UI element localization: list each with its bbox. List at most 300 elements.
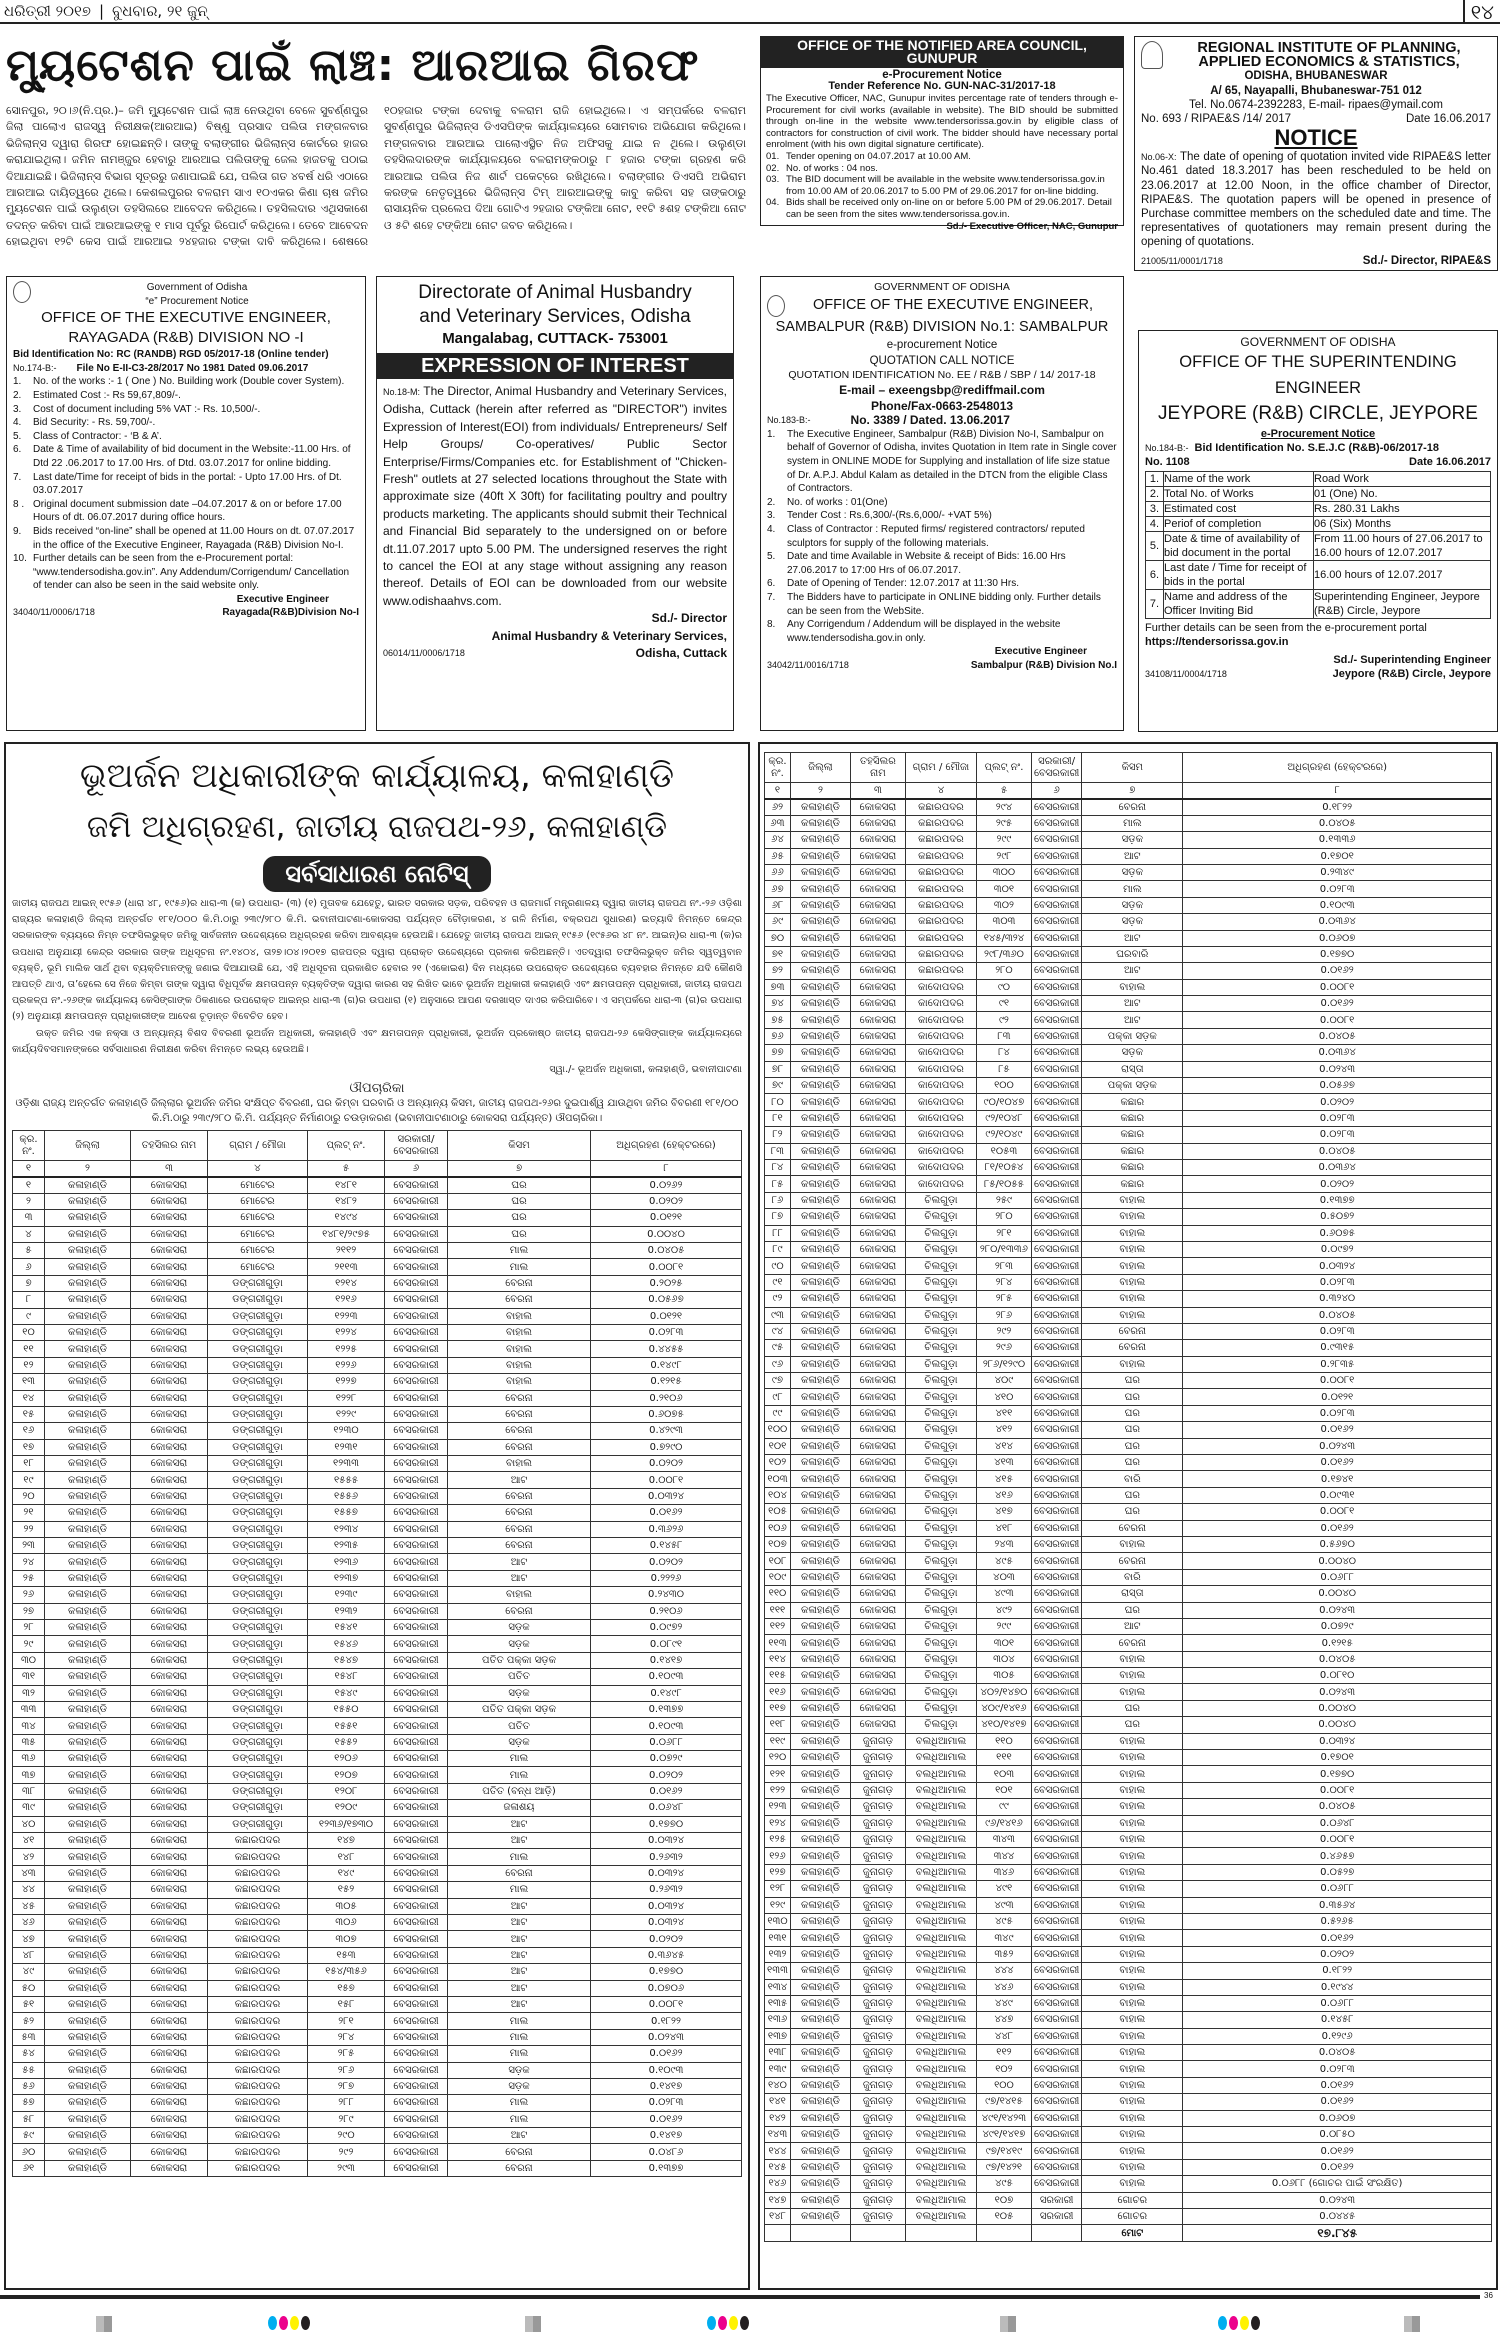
col-header-kisam: କିସମ	[448, 1131, 591, 1161]
table-row: ୯୭ କଳାହାଣ୍ଡି କୋକସରା ଚିଲଗୁଡ଼ା ୪୦୯ ବେସରକାରୀ ଘର 0.୦୦୮୧	[765, 1373, 1492, 1389]
jeypore-portal-link[interactable]: https://tendersorissa.gov.in	[1145, 636, 1289, 648]
table-row: ୧୮ କଳାହାଣ୍ଡି କୋକସରା ଡଙ୍ଗରୀଗୁଡ଼ା ୧୨୩୩ ବେସରକାରୀ ବାହାଲ 0.୦୨୦୨	[13, 1456, 742, 1472]
table-row: ୫୪ କଳାହାଣ୍ଡି କୋକସରା କଛାରପଦର ୨୮୫ ବେସରକାରୀ ମାଲ 0.୦୧୬୨	[13, 2046, 742, 2062]
col-header-district: ଜିଲ୍ଲା	[45, 1131, 131, 1161]
table-row: ୭୩ କଳାହାଣ୍ଡି କୋକସରା କାଦୋପଦର ୯୦ ବେସରକାରୀ ବାହାଲ 0.୦୦୮୧	[765, 979, 1492, 995]
gunupur-item: 04. Bids shall be received only on-line on or before 5.00 PM of 29.06.2017. Detail can be seen from the sites www.tendersorissa.gov.in.	[766, 197, 1112, 220]
table-row: ୬୯ କଳାହାଣ୍ଡି କୋକସରା କଛାରପଦର ୩୦୩ ବେସରକାରୀ ସଡ଼କ 0.୦୩୬୪	[765, 914, 1492, 930]
table-row: ୮ କଳାହାଣ୍ଡି କୋକସରା ଡଙ୍ଗରୀଗୁଡ଼ା ୧୨୧୬ ବେସରକାରୀ ବେରନା 0.୦୫୬୭	[13, 1292, 742, 1308]
table-row: ୧୧୮ କଳାହାଣ୍ଡି କୋକସରା ଚିଲଗୁଡ଼ା ୪୧୦/୧୪୧୭ ବେସରକାରୀ ଘର 0.୦୦୪୦	[765, 1717, 1492, 1733]
table-row: ୧୦ କଳାହାଣ୍ଡି କୋକସରା ଡଙ୍ଗରୀଗୁଡ଼ା ୧୨୨୪ ବେସରକାରୀ ବାହାଲ 0.୦୨୮୩	[13, 1324, 742, 1340]
table-row: ୬୭ କଳାହାଣ୍ଡି କୋକସରା କଛାରପଦର ୩୦୧ ବେସରକାରୀ ମାଲ 0.୦୨୮୩	[765, 881, 1492, 897]
table-row: ୭୪ କଳାହାଣ୍ଡି କୋକସରା କାଦୋପଦର ୯୧ ବେସରକାରୀ ଆଟ 0.୦୧୬୨	[765, 996, 1492, 1012]
table-row: ୨୫ କଳାହାଣ୍ଡି କୋକସରା ଡଙ୍ଗରୀଗୁଡ଼ା ୧୨୩୭ ବେସରକାରୀ ଆଟ 0.୨୨୨୬	[13, 1570, 742, 1586]
table-row: ୧୧୩ କଳାହାଣ୍ଡି କୋକସରା ଚିଲଗୁଡ଼ା ୩୦୧ ବେସରକାରୀ ବେରନା 0.୧୨୧୫	[765, 1635, 1492, 1651]
table-row: ୫୩ କଳାହାଣ୍ଡି କୋକସରା କଛାରପଦର ୨୮୪ ବେସରକାରୀ ମାଲ 0.୦୨୪୩	[13, 2029, 742, 2045]
registration-gray-mark	[96, 2316, 112, 2332]
rayagada-title-1: OFFICE OF THE EXECUTIVE ENGINEER,	[41, 309, 331, 327]
table-row: ୫୭ କଳାହାଣ୍ଡି କୋକସରା କଛାରପଦର ୨୮୮ ବେସରକାରୀ ମାଲ 0.୦୨୮୩	[13, 2095, 742, 2111]
footer-rule	[0, 2295, 1480, 2299]
animal-title-2: and Veterinary Services, Odisha	[419, 306, 691, 327]
emblem-icon	[13, 281, 31, 303]
table-header-row	[765, 753, 1492, 783]
registration-color-dots	[707, 2316, 749, 2330]
rayagada-item: 6. Date & Time of availability of bid document in the Website:-11.00 Hrs. of Dtd 22 .06.2017 to 17.00 Hrs. of Dtd. 03.07.2017 for online bidding.	[13, 444, 351, 469]
table-row: ୬୦ କଳାହାଣ୍ଡି କୋକସରା କଛାରପଦର ୨୯୨ ବେସରକାରୀ ବେରନା 0.୦୪୮୬	[13, 2144, 742, 2160]
table-row: ୧୩୩ କଳାହାଣ୍ଡି ଜୁନାଗଡ଼ ବଲଧିଆମାଲ ୪୪୪ ବେସରକାରୀ ବାହାଲ 0.୧୮୨୨	[765, 1963, 1492, 1979]
animal-sig-3: Odisha, Cuttack	[635, 646, 727, 661]
magenta-dot	[1229, 2316, 1238, 2330]
rayagada-item: 9. Bids received “on-line” shall be opened at 11.00 Hours on dt. 07.07.2017 in the office of the Executive Engineer, Rayagada (R&B) Division No-I.	[13, 525, 355, 551]
table-row: ୫୮ କଳାହାଣ୍ଡି କୋକସରା କଛାରପଦର ୨୮୯ ବେସରକାରୀ ମାଲ 0.୦୧୬୨	[13, 2111, 742, 2127]
jeypore-ref-no: No. 1108	[1145, 456, 1190, 468]
col-header-plot: ପ୍ଲଟ୍ ନଂ.	[308, 1131, 385, 1161]
sambalpur-code: 34042/11/0016/1718	[767, 659, 849, 670]
jeypore-row: 7. Name and address of the Officer Inviting Bid Superintending Engineer, Jeypore (R&B) Circle, Jeypore	[1146, 590, 1491, 619]
table-row: ୧୩୬ କଳାହାଣ୍ଡି ଜୁନାଗଡ଼ ବଲଧିଆମାଲ ୪୪୭ ବେସରକାରୀ ବାହାଲ 0.୧୪୫୮	[765, 2012, 1492, 2028]
rayagada-notice	[6, 276, 366, 731]
table-row: ୩୨ କଳାହାଣ୍ଡି କୋକସରା ଡଙ୍ଗରୀଗୁଡ଼ା ୧୫୪୯ ବେସରକାରୀ ସଡ଼କ 0.୧୪୯୮	[13, 1685, 742, 1701]
sambalpur-phone: Phone/Fax-0663-2548013	[870, 399, 1014, 414]
table-row: ୩ କଳାହାଣ୍ଡି କୋକସରା ମୋଟେର ୧୪୯୪ ବେସରକାରୀ ଘର 0.୦୧୨୧	[13, 1210, 742, 1226]
jeypore-sig-1: Sd./- Superintending Engineer	[1333, 654, 1491, 666]
table-row: ୯୩ କଳାହାଣ୍ଡି କୋକସରା ଚିଲଗୁଡ଼ା ୨୮୬ ବେସରକାରୀ ବାହାଲ 0.୦୪୦୫	[765, 1307, 1492, 1323]
land-acquisition-notice	[4, 742, 750, 2290]
table-header-row	[13, 1131, 742, 1161]
black-dot	[301, 2316, 310, 2330]
table-row: ୫୫ କଳାହାଣ୍ଡି କୋକସରା କଛାରପଦର ୨୮୬ ବେସରକାରୀ ସଡ଼କ 0.୧୦୯୩	[13, 2062, 742, 2078]
table-row: ୩୮ କଳାହାଣ୍ଡି କୋକସରା ଡଙ୍ଗରୀଗୁଡ଼ା ୧୨୦୮ ବେସରକାରୀ ପତିତ (ବନ୍ଧ ଆଡ଼ି) 0.୦୧୬୨	[13, 1783, 742, 1799]
table-row: ୨୭ କଳାହାଣ୍ଡି କୋକସରା ଡଙ୍ଗରୀଗୁଡ଼ା ୧୨୩୨ ବେସରକାରୀ ବେରନା 0.୨୧୦୬	[13, 1603, 742, 1619]
yellow-dot	[290, 2316, 299, 2330]
sambalpur-notice	[760, 276, 1124, 731]
rayagada-notice-no: No.174-B:-	[13, 362, 57, 373]
ripaes-date: Date 16.06.2017	[1405, 113, 1491, 126]
table-row: ୮୬ କଳାହାଣ୍ଡି କୋକସରା ଚିଲଗୁଡ଼ା ୨୫୯ ବେସରକାରୀ ବାହାଲ 0.୧୩୭୭	[765, 1192, 1492, 1208]
rayagada-code: 34040/11/0006/1718	[13, 607, 95, 618]
table-row: ୯ କଳାହାଣ୍ଡି କୋକସରା ଡଙ୍ଗରୀଗୁଡ଼ା ୧୨୨୩ ବେସରକାରୀ ବାହାଲ 0.୦୧୨୧	[13, 1308, 742, 1324]
table-row: ୩୭ କଳାହାଣ୍ଡି କୋକସରା ଡଙ୍ଗରୀଗୁଡ଼ା ୧୨୦୭ ବେସରକାରୀ ମାଲ 0.୦୨୦୨	[13, 1767, 742, 1783]
land-title-2: ଜମି ଅଧିଗ୍ରହଣ, ଜାତୀୟ ରାଜପଥ-୨୬, କଳାହାଣ୍ଡି	[86, 809, 668, 845]
land-table-right	[764, 752, 1492, 2242]
rayagada-file-no: File No E-II-C3-28/2017 No 1981 Dated 09.06.2017	[76, 362, 309, 374]
table-row: ୧୭ କଳାହାଣ୍ଡି କୋକସରା ଡଙ୍ଗରୀଗୁଡ଼ା ୧୨୩୧ ବେସରକାରୀ ବେରନା 0.୭୨୯୦	[13, 1439, 742, 1455]
table-row: ୧୨୮ କଳାହାଣ୍ଡି ଜୁନାଗଡ଼ ବଲଧିଆମାଲ ୪୯୧ ବେସରକାରୀ ବାହାଲ 0.୦୬୮୮	[765, 1881, 1492, 1897]
table-row: ୧୨୩ କଳାହାଣ୍ଡି ଜୁନାଗଡ଼ ବଲଧିଆମାଲ ୯୯ ବେସରକାରୀ ବାହାଲ 0.୦୪୦୫	[765, 1799, 1492, 1815]
gunupur-signature: Sd./- Executive Officer, NAC, Gunupur	[946, 220, 1118, 232]
ripaes-body: The date of opening of quotation invited vide RIPAE&S letter No.461 dated 18.3.2017 has been rescheduled to be held on 23.06.2017 at 12.00 Noon, in the office chamber of Director, RIPAE&S. The quotation papers will be opened in presence of Purchase committee members on the scheduled date and time. The representatives of quotationers may remain present during the opening of quotations.	[1141, 151, 1491, 249]
sambalpur-gov: GOVERNMENT OF ODISHA	[874, 281, 1010, 293]
sambalpur-title-1: OFFICE OF THE EXECUTIVE ENGINEER,	[812, 296, 1094, 313]
registration-gray-mark	[525, 2316, 541, 2332]
table-row: ୭୦ କଳାହାଣ୍ଡି କୋକସରା କଛାରପଦର ୧୪୫/୩୨୪ ବେସରକାରୀ ଆଟ 0.୦୬୦୭	[765, 930, 1492, 946]
animal-address: Mangalabag, CUTTACK- 753001	[442, 330, 668, 347]
table-row: ୭ କଳାହାଣ୍ଡି କୋକସରା ଡଙ୍ଗରୀଗୁଡ଼ା ୧୨୧୪ ବେସରକାରୀ ବେରନା 0.୨୦୨୫	[13, 1275, 742, 1291]
jeypore-row: 1. Name of the work Road Work	[1146, 472, 1491, 487]
sambalpur-ref: No. 3389 / Dated. 13.06.2017	[850, 413, 1010, 428]
animal-title-1: Directorate of Animal Husbandry	[418, 282, 692, 303]
table-row: ୩୫ କଳାହାଣ୍ଡି କୋକସରା ଡଙ୍ଗରୀଗୁଡ଼ା ୧୫୫୨ ବେସରକାରୀ ସଡ଼କ 0.୦୬୮୮	[13, 1734, 742, 1750]
yellow-dot	[729, 2316, 738, 2330]
table-row: ୯୨ କଳାହାଣ୍ଡି କୋକସରା ଚିଲଗୁଡ଼ା ୨୮୫ ବେସରକାରୀ ବାହାଲ 0.୩୨୪୦	[765, 1291, 1492, 1307]
table-row: ୭୯ କଳାହାଣ୍ଡି କୋକସରା କାଦୋପଦର ୧୦୦ ବେସରକାରୀ ପକ୍କା ସଡ଼କ 0.୦୫୬୭	[765, 1078, 1492, 1094]
yellow-dot	[1240, 2316, 1249, 2330]
table-row: ୫୨ କଳାହାଣ୍ଡି କୋକସରା କଛାରପଦର ୨୮୧ ବେସରକାରୀ ମାଲ 0.୧୮୨୨	[13, 2013, 742, 2029]
rayagada-item: 7. Last date/Time for receipt of bids in the portal: - Upto 17.00 Hrs. of Dt. 03.07.2017	[13, 471, 342, 497]
table-row: ୧୪୨ କଳାହାଣ୍ଡି ଜୁନାଗଡ଼ ବଲଧିଆମାଲ ୪୯୧/୧୪୨୩ ବେସରକାରୀ ବାହାଲ 0.୦୬୦୭	[765, 2110, 1492, 2126]
table-row: ୪୯ କଳାହାଣ୍ଡି କୋକସରା କଛାରପଦର ୧୫୪/୩୫୬ ବେସରକାରୀ ଆଟ 0.୧୭୭୦	[13, 1964, 742, 1980]
col-header-kisam: କିସମ	[1082, 753, 1183, 783]
table-row: ୧୧୬ କଳାହାଣ୍ଡି କୋକସରା ଚିଲଗୁଡ଼ା ୪୦୨/୧୪୭୦ ବେସରକାରୀ ବାହାଲ 0.୦୨୪୩	[765, 1684, 1492, 1700]
sambalpur-item: 8. Any Corrigendum / Addendum will be displayed in the website www.tendersodisha.gov.in only.	[767, 619, 1061, 644]
animal-sig-2: Animal Husbandry & Veterinary Services,	[491, 628, 727, 643]
table-row: ୧୦୨ କଳାହାଣ୍ଡି କୋକସରା ଚିଲଗୁଡ଼ା ୪୧୩ ବେସରକାରୀ ଘର 0.୦୧୬୨	[765, 1455, 1492, 1471]
table-row: ୯୫ କଳାହାଣ୍ଡି କୋକସରା ଚିଲଗୁଡ଼ା ୨୯୬ ବେସରକାରୀ ବେରନା 0.୯୩୧୫	[765, 1340, 1492, 1356]
gunupur-notice	[760, 36, 1124, 232]
sambalpur-items	[767, 428, 1117, 646]
ripaes-heading: NOTICE	[1274, 125, 1358, 151]
jeypore-table	[1145, 471, 1491, 619]
table-row: ୨୮ କଳାହାଣ୍ଡି କୋକସରା ଡଙ୍ଗରୀଗୁଡ଼ା ୧୫୪୧ ବେସରକାରୀ ସଡ଼କ 0.୦୯୭୨	[13, 1619, 742, 1635]
table-row: ୧୩୭ କଳାହାଣ୍ଡି ଜୁନାଗଡ଼ ବଲଧିଆମାଲ ୪୪୮ ବେସରକାରୀ ବାହାଲ 0.୧୨୯୬	[765, 2028, 1492, 2044]
masthead	[0, 0, 1500, 24]
table-row: ୧୨୭ କଳାହାଣ୍ଡି ଜୁନାଗଡ଼ ବଲଧିଆମାଲ ୩୪୬ ବେସରକାରୀ ବାହାଲ 0.୦୫୨୭	[765, 1864, 1492, 1880]
jeypore-date: Date 16.06.2017	[1409, 456, 1491, 468]
table-row: ୧୧୧ କଳାହାଣ୍ଡି କୋକସରା ଚିଲଗୁଡ଼ା ୪୯୨ ବେସରକାରୀ ଘର 0.୦୨୪୩	[765, 1602, 1492, 1618]
jeypore-row: 6. Last date / Time for receipt of bids in the portal 16.00 hours of 12.07.2017	[1146, 561, 1491, 590]
col-header-ownership: ସରକାରୀ/ ବେସରକାରୀ	[385, 1131, 448, 1161]
col-header-serial: କ୍ର. ନଂ.	[765, 753, 791, 783]
col-header-plot: ପ୍ଲଟ୍ ନଂ.	[976, 753, 1031, 783]
table-row: ୧୨ କଳାହାଣ୍ଡି କୋକସରା ଡଙ୍ଗରୀଗୁଡ଼ା ୧୨୨୬ ବେସରକାରୀ ବାହାଲ 0.୧୪୯୮	[13, 1357, 742, 1373]
gunupur-ref: Tender Reference No. GUN-NAC-31/2017-18	[828, 80, 1056, 93]
table-row: ୧୦୫ କଳାହାଣ୍ଡି କୋକସରା ଚିଲଗୁଡ଼ା ୪୧୭ ବେସରକାରୀ ଘର 0.୦୦୮୧	[765, 1504, 1492, 1520]
table-row: ୧୨୫ କଳାହାଣ୍ଡି ଜୁନାଗଡ଼ ବଲଧିଆମାଲ ୩୪୩ ବେସରକାରୀ ବାହାଲ 0.୦୦୮୧	[765, 1832, 1492, 1848]
black-dot	[740, 2316, 749, 2330]
table-index-row: ୧ ୨ ୩ ୪ ୫ ୬ ୭ ୮	[13, 1161, 742, 1177]
registration-gray-mark	[1404, 2316, 1420, 2332]
rayagada-sub: “e” Procurement Notice	[145, 295, 249, 307]
ripaes-ref-no: No. 693 / RIPAE&S /14/ 2017	[1141, 113, 1292, 126]
eoi-banner: EXPRESSION OF INTEREST	[377, 353, 733, 379]
table-row: ୩୩ କଳାହାଣ୍ଡି କୋକସରା ଡଙ୍ଗରୀଗୁଡ଼ା ୧୫୫୦ ବେସରକାରୀ ପତିତ ପକ୍କା ସଡ଼କ 0.୧୩୭୭	[13, 1701, 742, 1717]
table-row: ୧୦୩ କଳାହାଣ୍ଡି କୋକସରା ଚିଲଗୁଡ଼ା ୪୧୫ ବେସରକାରୀ ବାରି 0.୧୭୪୧	[765, 1471, 1492, 1487]
sambalpur-sub-1: e-procurement Notice	[886, 338, 998, 351]
table-row: ୬୩ କଳାହାଣ୍ଡି କୋକସରା କଛାରପଦର ୨୯୫ ବେସରକାରୀ ମାଲ 0.୦୪୦୫	[765, 815, 1492, 831]
land-signature: ସ୍ୱା./- ଭୂଅର୍ଜନ ଅଧିକାରୀ, କଳାହାଣ୍ଡି, ଭବାନୀପାଟଣା	[549, 1064, 742, 1076]
table-row: ୪୦ କଳାହାଣ୍ଡି କୋକସରା ଡଙ୍ଗରୀଗୁଡ଼ା ୧୨୩୬/୧୭୩୦ ବେସରକାରୀ ଆଟ 0.୧୭୭୦	[13, 1816, 742, 1832]
table-row: ୫ କଳାହାଣ୍ଡି କୋକସରା ମୋଟେର ୨୧୧୨ ବେସରକାରୀ ମାଲ 0.୦୪୦୫	[13, 1242, 742, 1258]
table-row: ୪୪ କଳାହାଣ୍ଡି କୋକସରା କଛାରପଦର ୧୫୨ ବେସରକାରୀ ମାଲ 0.୨୬୩୨	[13, 1882, 742, 1898]
rayagada-item: 4. Bid Security: - Rs. 59,700/-.	[13, 417, 156, 429]
land-table-left	[12, 1130, 742, 2177]
table-row: ୪୫ କଳାହାଣ୍ଡି କୋକସରା କଛାରପଦର ୩୦୫ ବେସରକାରୀ ଆଟ 0.୦୩୨୪	[13, 1898, 742, 1914]
sambalpur-sig-2: Sambalpur (R&B) Division No.I	[970, 659, 1117, 671]
jeypore-row: 4. Periof of completion 06 (Six) Months	[1146, 517, 1491, 532]
black-dot	[1251, 2316, 1260, 2330]
ripaes-title-2: APPLIED ECONOMICS & STATISTICS,	[1198, 54, 1460, 71]
issue-date: ବୁଧବାର, ୨୧ ଜୁନ୍	[112, 2, 208, 20]
table-row: ୬୧ କଳାହାଣ୍ଡି କୋକସରା କଛାରପଦର ୨୯୩ ବେସରକାରୀ ବେରନା 0.୧୩୭୭	[13, 2160, 742, 2176]
total-value: ୧୭.୮୪୫	[1183, 2225, 1492, 2241]
table-row: ୧୪୫ କଳାହାଣ୍ଡି ଜୁନାଗଡ଼ ବଲଧିଆମାଲ ୯୭/୧୪୨୧ ବେସରକାରୀ ବାହାଲ 0.୦୧୬୨	[765, 2159, 1492, 2175]
table-row: ୮୨ କଳାହାଣ୍ଡି କୋକସରା କାଦୋପଦର ୯୨/୧୦୪୯ ବେସରକାରୀ କଛାର 0.୦୨୮୩	[765, 1127, 1492, 1143]
table-row: ୨୪ କଳାହାଣ୍ଡି କୋକସରା ଡଙ୍ଗରୀଗୁଡ଼ା ୧୨୩୬ ବେସରକାରୀ ଆଟ 0.୦୨୦୨	[13, 1554, 742, 1570]
table-row: ୬୮ କଳାହାଣ୍ଡି କୋକସରା କଛାରପଦର ୩୦୨ ବେସରକାରୀ ସଡ଼କ 0.୧୦୯୩	[765, 897, 1492, 913]
emblem-icon	[1141, 41, 1163, 69]
rayagada-sig-2: Rayagada(R&B)Division No-I	[222, 607, 359, 619]
sambalpur-email: E-mail – exeengsbp@rediffmail.com	[839, 383, 1045, 398]
table-row: ୧୩୯ କଳାହାଣ୍ଡି ଜୁନାଗଡ଼ ବଲଧିଆମାଲ ୧୦୨ ବେସରକାରୀ ବାହାଲ 0.୦୨୮୩	[765, 2061, 1492, 2077]
animal-body: The Director, Animal Husbandry and Veterinary Services, Odisha, Cuttack (herein after referred as "DIRECTOR") invites Expression of Interest(EOI) from individuals/ Entrepreneurs/ Self Help Groups/ Co-operatives/ Public Sector Enterprise/Firms/Companies etc. for Establishment of "Chicken-Fresh" outlets at 27 selected locations throughout the State with approximate size (40ft X 30ft) for facilitating poultry and poultry products marketing. The applicants should submit their Technical and Financial Bid separately to the undersigned on or before dt.11.07.2017 upto 5.00 PM. The undersigned reserves the right to cancel the EOI at any stage without assigning any reason thereof. Details of EOI can be downloaded from our website www.odishaahvs.com.	[383, 384, 728, 608]
jeypore-notice	[1138, 330, 1498, 732]
jeypore-gov: GOVERNMENT OF ODISHA	[1240, 335, 1396, 349]
col-header-village: ଗ୍ରାମ / ମୌଜା	[905, 753, 976, 783]
table-row: ୯୬ କଳାହାଣ୍ଡି କୋକସରା ଚିଲଗୁଡ଼ା ୨୮୬/୧୨୯୦ ବେସରକାରୀ ବାହାଲ 0.୨୮୩୫	[765, 1356, 1492, 1372]
col-header-serial: କ୍ର. ନଂ.	[13, 1131, 45, 1161]
sambalpur-item: 7. The Bidders have to participate in ONLINE bidding only. Further details can be seen from the WebSite.	[767, 591, 1101, 617]
table-row: ୧୨୪ କଳାହାଣ୍ଡି ଜୁନାଗଡ଼ ବଲଧିଆମାଲ ୯୬/୧୪୧୬ ବେସରକାରୀ ବାହାଲ 0.୦୬୪୮	[765, 1815, 1492, 1831]
gunupur-item: 02. No. of works : 04 nos.	[766, 162, 878, 174]
table-row: ୧୩ କଳାହାଣ୍ଡି କୋକସରା ଡଙ୍ଗରୀଗୁଡ଼ା ୧୨୨୭ ବେସରକାରୀ ବାହାଲ 0.୧୨୧୫	[13, 1374, 742, 1390]
table-row: ୭୨ କଳାହାଣ୍ଡି କୋକସରା କଛାରପଦର ୨୮୦ ବେସରକାରୀ ଆଟ 0.୦୧୬୨	[765, 963, 1492, 979]
table-row: ୧୪୪ କଳାହାଣ୍ଡି ଜୁନାଗଡ଼ ବଲଧିଆମାଲ ୯୭/୧୪୧୯ ବେସରକାରୀ ବାହାଲ 0.୦୧୬୨	[765, 2143, 1492, 2159]
publication-name: ଧରିତ୍ରୀ ୨୦୧୭	[4, 2, 91, 20]
table-row: ୮୦ କଳାହାଣ୍ଡି କୋକସରା କାଦୋପଦର ୯୦/୧୦୪୭ ବେସରକାରୀ କଛାର 0.୦୨୦୨	[765, 1094, 1492, 1110]
table-row: ୧୨୦ କଳାହାଣ୍ଡି ଜୁନାଗଡ଼ ବଲଧିଆମାଲ ୧୧୧ ବେସରକାରୀ ବାହାଲ 0.୧୭୦୧	[765, 1750, 1492, 1766]
schedule-desc: ଓଡ଼ିଶା ରାଜ୍ୟ ଅନ୍ତର୍ଗତ କଳାହାଣ୍ଡି ଜିଲ୍ଲାର ଭୂଅର୍ଜନ ଜମିର ସଂକ୍ଷିପ୍ତ ବିବରଣୀ, ଘର କିମ୍ବା ଘରବାରି ଓ ଅନ୍ୟାନ୍ୟ କିସମ, ଜାତୀୟ ରାଜପଥ-୨୬ର ଦୁଇପାର୍ଶ୍ୱ ଯାଉଥିବା ଜମିର ବିବରଣୀ ୧୮୧/୦୦ କି.ମି.ଠାରୁ ୨୩୯/୨୮୦ କି.ମି. ପର୍ଯ୍ୟନ୍ତ ନିର୍ମାଣଠାରୁ ଚଉଡ଼ାକରଣ (ଭବାନୀପାଟଣାଠାରୁ କୋକସରା ପର୍ଯ୍ୟନ୍ତ) ଔପଚାରିକା।	[15, 1098, 739, 1125]
table-row: ୧୧୭ କଳାହାଣ୍ଡି କୋକସରା ଚିଲଗୁଡ଼ା ୪୦୯/୧୪୧୬ ବେସରକାରୀ ଘର 0.୦୦୪୦	[765, 1700, 1492, 1716]
table-row: ୯୧ କଳାହାଣ୍ଡି କୋକସରା ଚିଲଗୁଡ଼ା ୨୮୪ ବେସରକାରୀ ବାହାଲ 0.୦୨୮୩	[765, 1274, 1492, 1290]
schedule-title: ଔପଚାରିକା	[349, 1081, 405, 1097]
total-label: ମୋଟ	[1082, 2225, 1183, 2241]
emblem-icon	[767, 295, 785, 317]
table-row: ୩୯ କଳାହାଣ୍ଡି କୋକସରା ଡଙ୍ଗରୀଗୁଡ଼ା ୧୨୦୯ ବେସରକାରୀ ଜଳାଶୟ 0.୦୬୪୮	[13, 1800, 742, 1816]
jeypore-bid-id: Bid Identification No. S.E.J.C (R&B)-06/2017-18	[1194, 442, 1440, 454]
table-row: ୯୮ କଳାହାଣ୍ଡି କୋକସରା ଚିଲଗୁଡ଼ା ୪୧୦ ବେସରକାରୀ ଘର 0.୦୧୨୧	[765, 1389, 1492, 1405]
jeypore-notice-no: No.184-B:-	[1145, 443, 1189, 453]
ripaes-notice	[1134, 36, 1498, 271]
rayagada-item: 8 . Original document submission date –04.07.2017 & on or before 17.00 Hours of dt. 06.07.2017 during office hours.	[13, 498, 342, 524]
public-notice-banner: ସର୍ବସାଧାରଣ ନୋଟିସ୍	[263, 856, 490, 892]
table-row: ୧୨୨ କଳାହାଣ୍ଡି ଜୁନାଗଡ଼ ବଲଧିଆମାଲ ୧୦୧ ବେସରକାରୀ ବାହାଲ 0.୦୦୮୧	[765, 1782, 1492, 1798]
land-title-1: ଭୂଅର୍ଜନ ଅଧିକାରୀଙ୍କ କାର୍ଯ୍ୟାଳୟ, କଳାହାଣ୍ଡି	[79, 756, 675, 796]
table-row: ୭୮ କଳାହାଣ୍ଡି କୋକସରା କାଦୋପଦର ୮୫ ବେସରକାରୀ ରାସ୍ତା 0.୦୨୪୩	[765, 1061, 1492, 1077]
table-row: ୭୫ କଳାହାଣ୍ଡି କୋକସରା କାଦୋପଦର ୯୨ ବେସରକାରୀ ଆଟ 0.୦୦୮୧	[765, 1012, 1492, 1028]
table-row: ୪୧ କଳାହାଣ୍ଡି କୋକସରା କଛାରପଦର ୧୪୭ ବେସରକାରୀ ଆଟ 0.୦୩୨୪	[13, 1833, 742, 1849]
col-header-ownership: ସରକାରୀ/ ବେସରକାରୀ	[1031, 753, 1081, 783]
rayagada-gov: Government of Odisha	[146, 282, 248, 293]
table-row: ୧୦୮ କଳାହାଣ୍ଡି କୋକସରା ଚିଲଗୁଡ଼ା ୪୯୫ ବେସରକାରୀ ବେରନା 0.୦୦୪୦	[765, 1553, 1492, 1569]
sambalpur-item: 5. Date and time Available in Website & receipt of Bids: 16.00 Hrs 27.06.2017 to 17:00 Hrs of 06.07.2017.	[767, 551, 1066, 576]
table-row: ୪୮ କଳାହାଣ୍ଡି କୋକସରା କଛାରପଦର ୧୫୩ ବେସରକାରୀ ଆଟ 0.୩୬୪୫	[13, 1947, 742, 1963]
rayagada-sig-1: Executive Engineer	[236, 593, 329, 605]
cyan-dot	[707, 2316, 716, 2330]
ripaes-code: 21005/11/0001/1718	[1141, 255, 1223, 266]
jeypore-row: 5. Date & time of availability of bid document in the portal From 11.00 hours of 27.06.2017 to 16.00 hours of 12.07.2017	[1146, 532, 1491, 561]
sambalpur-item: 2. No. of works : 01(One)	[767, 496, 888, 508]
table-row: ୧୩୦ କଳାହାଣ୍ଡି ଜୁନାଗଡ଼ ବଲଧିଆମାଲ ୪୯୫ ବେସରକାରୀ ବାହାଲ 0.୫୨୬୫	[765, 1913, 1492, 1929]
jeypore-row: 2. Total No. of Works 01 (One) No.	[1146, 487, 1491, 502]
rayagada-item: 5. Class of Contractor: - ‘B & A’.	[13, 430, 162, 442]
table-row: ୧୦୪ କଳାହାଣ୍ଡି କୋକସରା ଚିଲଗୁଡ଼ା ୪୧୬ ବେସରକାରୀ ଘର 0.୦୯୩୧	[765, 1487, 1492, 1503]
table-row: ୩୬ କଳାହାଣ୍ଡି କୋକସରା ଡଙ୍ଗରୀଗୁଡ଼ା ୧୨୦୬ ବେସରକାରୀ ମାଲ 0.୦୭୨୯	[13, 1751, 742, 1767]
table-row: ୧୨୬ କଳାହାଣ୍ଡି ଜୁନାଗଡ଼ ବଲଧିଆମାଲ ୩୪୪ ବେସରକାରୀ ବାହାଲ 0.୪୬୫୭	[765, 1848, 1492, 1864]
land-table-right-body	[765, 799, 1492, 2225]
magenta-dot	[718, 2316, 727, 2330]
jeypore-sub: e-Procurement Notice	[1260, 428, 1376, 440]
news-body: ସୋନପୁର, ୨୦।୬(ନି.ପ୍ର.)– ଜମି ମ୍ୟୁଟେଶନ ପାଇଁ ଲାଞ୍ଚ ନେଉଥିବା ବେଳେ ସୁବର୍ଣ୍ଣପୁର ଜିଲା ପାଲୋଏ ରାଜସ୍ୱ ନିରୀକ୍ଷକ(ଆରଆଇ) ବିଷ୍ଣୁ ପ୍ରସାଦ ପଲିତା ମଙ୍ଗଳବାର ଭିଜିଲାନ୍ସ ଦ୍ୱାରା ଗିରଫ ହୋଇଛନ୍ତି। ତାଙ୍କୁ ବଲାଙ୍ଗୀର ଭିଜିଲାନ୍ସ କୋର୍ଟରେ ହାଜର କରାଯାଇଥିଲା। ଜମିନ ନାମଞ୍ଜୁର ହେବାରୁ ଆରଆଇ ପଲିତାଙ୍କୁ ଜେଲ ହାଜତକୁ ପଠାଇ ଦିଆଯାଇଛି। ଭିଜିଲାନ୍ସ ବିଭାଗ ସୂତ୍ରରୁ ଜଣାପାଇଛି ଯେ, ପଲିତା ଗତ ୪ବର୍ଷ ଧରି ଏଠାରେ ଆରଆଇ ଦାୟିତ୍ୱରେ ଥିଲେ। କେଶଲପୁରର ବଳରାମ ସାଏ ୧୦ଏକର କିଣା ଚାଷ ଜମିର ମ୍ୟୁଟେଶନ ପାଇଁ ଉଲୁଣ୍ଡା ତହସିଲରେ ଆବେଦନ କରିଥିଲେ। ତହସିଲଦାର ଏଥିସକାଶେ ତଦନ୍ତ କରିବା ପାଇଁ ଆରଆଇଙ୍କୁ ୧ ମାସ ପୂର୍ବରୁ ରିପୋର୍ଟ କରିଥିଲେ। ତେବେ ଆବେଦନ ହୋଇଥିବା ୧୨ଟି କେସ ପାଇଁ ଆରଆଇ ୨୪ହଜାର ଟଙ୍କା ଦାବି କରିଥିଲେ। ଶେଷରେ ୧୦ହଜାର ଟଙ୍କା ଦେବାକୁ ବଳରାମ ରାଜି ହୋଇଥିଲେ। ଏ ସମ୍ପର୍କରେ ବଳରାମ ସୁବର୍ଣ୍ଣପୁର ଭିଜିଲାନ୍ସ ଡିଏସପିଙ୍କ କାର୍ଯ୍ୟାଳୟରେ ସୋମବାର ଅଭିଯୋଗ କରିଥିଲେ। ମଙ୍ଗଳବାର ଆରଆଇ ପାଲୋଏସ୍ଥିତ ନିଜ ଅଫିସକୁ ଯାଇ ନ ଥିଲେ। ଉଲୁଣ୍ଡା ତହସିଲଦାରଙ୍କ କାର୍ଯ୍ୟାଳୟରେ ବଳରାମଙ୍କଠାରୁ ୮ ହଜାର ଟଙ୍କା ଗ୍ରହଣ କରି ଆରଆଇ ପଲିତା ନିଜ ଶାର୍ଟ ପକେଟ୍‌ରେ ରଖିଥିଲେ। ବଲାଙ୍ଗୀର ଡିଏସପି ଅଭିରାମ କରଙ୍କ ନେତୃତ୍ୱରେ ଭିଜିଲାନ୍ସ ଟିମ୍ ଆରଆଇଙ୍କୁ କାବୁ କରିବା ସହ ତାଙ୍କଠାରୁ ରାସାୟନିକ ପ୍ରଲେପ ଦିଆ ଗୋଟିଏ ୨ହଜାର ଟଙ୍କିଆ ନୋଟ, ୧୧ଟି ୫ଶହ ଟଙ୍କିଆ ନୋଟ ଓ ୫ଟି ଶହେ ଟଙ୍କିଆ ନୋଟ ଜବତ କରିଥିଲେ।	[6, 104, 746, 249]
col-header-tahasil: ତହସିଲର ନାମ	[850, 753, 905, 783]
rayagada-bid-id: Bid Identification No: RC (RANDB) RGD 05/2017-18 (Online tender)	[13, 349, 329, 361]
table-row: ୬୬ କଳାହାଣ୍ଡି କୋକସରା କଛାରପଦର ୩୦୦ ବେସରକାରୀ ସଡ଼କ 0.୨୩୪୯	[765, 864, 1492, 880]
rayagada-item: 1. No. of the works :- 1 ( One ) No. Building work (Double cover System).	[13, 376, 345, 388]
table-row: ୧୩୪ କଳାହାଣ୍ଡି ଜୁନାଗଡ଼ ବଲଧିଆମାଲ ୪୪୬ ବେସରକାରୀ ବାହାଲ 0.୧୯୪୪	[765, 1979, 1492, 1995]
page-number: ୧୪	[1463, 0, 1494, 24]
jeypore-title-1: OFFICE OF THE SUPERINTENDING ENGINEER	[1179, 353, 1457, 397]
rayagada-items	[13, 375, 359, 593]
table-row: ୬୨ କଳାହାଣ୍ଡି କୋକସରା କଛାରପଦର ୨୯୪ ବେସରକାରୀ ବେରନା 0.୧୮୨୨	[765, 799, 1492, 815]
table-row: ୧୪୦ କଳାହାଣ୍ଡି ଜୁନାଗଡ଼ ବଲଧିଆମାଲ ୧୦୦ ବେସରକାରୀ ବାହାଲ 0.୦୧୬୨	[765, 2077, 1492, 2093]
rayagada-item: 10. Further details can be seen from the e-Procurement portal: “www.tendersodisha.gov.in”. Any Addendum/Corrigendum/ Cancellation of tender can also be seen in the said website only.	[13, 553, 350, 592]
table-row: ୬ କଳାହାଣ୍ଡି କୋକସରା ମୋଟେର ୨୧୧୩ ବେସରକାରୀ ମାଲ 0.୦୦୮୧	[13, 1259, 742, 1275]
sambalpur-item: 1. The Executive Engineer, Sambalpur (R&B) Division No-I, Sambalpur on behalf of Governor of Odisha, invites Quotation in Item rate in Single cover system in ONLINE MODE for Supplying and installation of life size statue of Dr. A.P.J. Abdul Kalam as detailed in the DTCN from the eligible Class of Contractors.	[767, 428, 1117, 495]
gunupur-subtitle: e-Procurement Notice	[882, 68, 1002, 81]
cyan-dot	[1218, 2316, 1227, 2330]
table-row: ୨୨ କଳାହାଣ୍ଡି କୋକସରା ଡଙ୍ଗରୀଗୁଡ଼ା ୧୨୩୪ ବେସରକାରୀ ବେରନା 0.୩୬୨୬	[13, 1521, 742, 1537]
table-row: ୫୧ କଳାହାଣ୍ଡି କୋକସରା କଛାରପଦର ୧୫୮ ବେସରକାରୀ ଆଟ 0.୦୦୮୧	[13, 1996, 742, 2012]
gunupur-intro: The Executive Officer, NAC, Gunupur invites percentage rate of tenders through e-Procurement for civil works (available in website). The BID should be submitted through on-line in the website www.tendersorissa.gov.in by eligible class of contractors for construction of civil work. The bidder should have necessary portal enrolment (with his own digital signature certificate).	[766, 93, 1118, 151]
masthead-left: ଧରିତ୍ରୀ ୨୦୧୭ | ବୁଧବାର, ୨୧ ଜୁନ୍	[4, 2, 208, 20]
jeypore-footer: Further details can be seen from the e-procurement portal	[1145, 622, 1427, 634]
table-row: ୮୮ କଳାହାଣ୍ଡି କୋକସରା ଚିଲଗୁଡ଼ା ୨୮୧ ବେସରକାରୀ ବାହାଲ 0.୬୦୭୫	[765, 1225, 1492, 1241]
animal-sig-1: Sd./- Director	[651, 611, 727, 626]
table-row: ୧୧୨ କଳାହାଣ୍ଡି କୋକସରା ଚିଲଗୁଡ଼ା ୨୯୯ ବେସରକାରୀ ଆଟ 0.୦୭୨୯	[765, 1618, 1492, 1634]
table-row: ୧୧ କଳାହାଣ୍ଡି କୋକସରା ଡଙ୍ଗରୀଗୁଡ଼ା ୧୨୨୫ ବେସରକାରୀ ବାହାଲ 0.୪୪୫୫	[13, 1341, 742, 1357]
table-row: ୮୧ କଳାହାଣ୍ଡି କୋକସରା କାଦୋପଦର ୯୨/୧୦୪୮ ବେସରକାରୀ କଛାର 0.୦୨୮୩	[765, 1110, 1492, 1126]
registration-color-dots	[268, 2316, 310, 2330]
table-row: ୭୬ କଳାହାଣ୍ଡି କୋକସରା କାଦୋପଦର ୮୩ ବେସରକାରୀ ପକ୍କା ସଡ଼କ 0.୦୪୦୫	[765, 1028, 1492, 1044]
ripaes-signature: Sd./- Director, RIPAE&S	[1362, 254, 1491, 267]
gunupur-title: OFFICE OF THE NOTIFIED AREA COUNCIL, GUNUPUR	[761, 37, 1123, 68]
gunupur-item: 03. The BID document will be available in the website www.tendersorissa.gov.in from 10.00 AM of 20.06.2017 to 5.00 PM of 29.06.2017 for on-line bidding.	[766, 174, 1105, 197]
table-row: ୧୨୧ କଳାହାଣ୍ଡି ଜୁନାଗଡ଼ ବଲଧିଆମାଲ ୧୦୩ ବେସରକାରୀ ବାହାଲ 0.୧୭୭୦	[765, 1766, 1492, 1782]
land-para-2: ଉକ୍ତ ଜମିର ଏକ ନକ୍ସା ଓ ଅନ୍ୟାନ୍ୟ ବିଶଦ ବିବରଣୀ ଭୂଅର୍ଜନ ଅଧିକାରୀ, କଳାହାଣ୍ଡି ଏବଂ କ୍ଷମତାପନ୍ନ ପ୍ରାଧିକାରୀ, ଭୂଅର୍ଜନ ପ୍ରକୋଷ୍ଠ ଜାତୀୟ ରାଜପଥ-୨୬ କେସିଙ୍ଗାଙ୍କ କାର୍ଯ୍ୟାଳୟରେ କାର୍ଯ୍ୟଦିବସମାନଙ୍କରେ ସର୍ବସାଧାରଣ ନିରୀକ୍ଷଣ କରିବା ନିମନ୍ତେ ଲଭ୍ୟ ହେଉଅଛି।	[12, 1027, 742, 1055]
cyan-dot	[268, 2316, 277, 2330]
table-row: ୩୧ କଳାହାଣ୍ଡି କୋକସରା ଡଙ୍ଗରୀଗୁଡ଼ା ୧୫୪୮ ବେସରକାରୀ ପତିତ 0.୧୦୯୩	[13, 1669, 742, 1685]
ripaes-notice-no: No.06-X:	[1141, 152, 1177, 163]
table-row: ୧୯ କଳାହାଣ୍ଡି କୋକସରା ଡଙ୍ଗରୀଗୁଡ଼ା ୧୫୫୫ ବେସରକାରୀ ଆଟ 0.୦୦୮୧	[13, 1472, 742, 1488]
ripaes-title-1: REGIONAL INSTITUTE OF PLANNING,	[1197, 40, 1461, 56]
table-row: ୧୦୬ କଳାହାଣ୍ଡି କୋକସରା ଚିଲଗୁଡ଼ା ୪୧୮ ବେସରକାରୀ ବେରନା 0.୦୧୬୨	[765, 1520, 1492, 1536]
sambalpur-notice-no: No.183-B:-	[767, 415, 811, 426]
table-total-row	[765, 2225, 1492, 2241]
table-row: ୧୩୫ କଳାହାଣ୍ଡି ଜୁନାଗଡ଼ ବଲଧିଆମାଲ ୪୪୯ ବେସରକାରୀ ବାହାଲ 0.୦୬୮୮	[765, 1995, 1492, 2011]
rayagada-title-2: RAYAGADA (R&B) DIVISION NO -I	[68, 329, 304, 347]
table-row: ୧୫ କଳାହାଣ୍ଡି କୋକସରା ଡଙ୍ଗରୀଗୁଡ଼ା ୧୨୨୯ ବେସରକାରୀ ବେରନା 0.୬୦୭୫	[13, 1406, 742, 1422]
table-row: ୧୪୬ କଳାହାଣ୍ଡି ଜୁନାଗଡ଼ ବଲଧିଆମାଲ ୪୯୫ ବେସରକାରୀ ବାହାଲ 0.୦୬୮୮ (ଗୋଚର ପାଇଁ ସଂରକ୍ଷିତ)	[765, 2176, 1492, 2192]
sambalpur-sub-2: QUOTATION CALL NOTICE	[869, 354, 1015, 367]
table-row: ୫୯ କଳାହାଣ୍ଡି କୋକସରା କଛାରପଦର ୨୯୦ ବେସରକାରୀ ଆଟ 0.୧୪୧୭	[13, 2128, 742, 2144]
col-header-tahasil: ତହସିଲର ନାମ	[131, 1131, 208, 1161]
table-row: ୭୧ କଳାହାଣ୍ଡି କୋକସରା କଛାରପଦର ୨୯୮/୩୬୦ ବେସରକାରୀ ଘରବାରି 0.୧୭୭୦	[765, 946, 1492, 962]
animal-code: 06014/11/0006/1718	[383, 648, 465, 659]
table-row: ୮୯ କଳାହାଣ୍ଡି କୋକସରା ଚିଲଗୁଡ଼ା ୨୮୦/୧୩୩୬ ବେସରକାରୀ ବାହାଲ 0.୦୯୭୨	[765, 1241, 1492, 1257]
table-row: ୪୬ କଳାହାଣ୍ଡି କୋକସରା କଛାରପଦର ୩୦୬ ବେସରକାରୀ ଆଟ 0.୦୩୨୪	[13, 1915, 742, 1931]
table-row: ୫୬ କଳାହାଣ୍ଡି କୋକସରା କଛାରପଦର ୨୮୭ ବେସରକାରୀ ସଡ଼କ 0.୧୪୧୭	[13, 2078, 742, 2094]
table-row: ୪୩ କଳାହାଣ୍ଡି କୋକସରା କଛାରପଦର ୧୪୯ ବେସରକାରୀ ବେରନା 0.୦୩୨୪	[13, 1865, 742, 1881]
news-headline: ମ୍ୟୁଟେଶନ ପାଇଁ ଲାଞ୍ଚ: ଆରଆଇ ଗିରଫ	[6, 40, 700, 91]
table-row: ୧୧୯ କଳାହାଣ୍ଡି ଜୁନାଗଡ଼ ବଲଧିଆମାଲ ୧୧୦ ବେସରକାରୀ ବାହାଲ 0.୦୩୨୪	[765, 1733, 1492, 1749]
table-row: ୧୩୧ କଳାହାଣ୍ଡି ଜୁନାଗଡ଼ ବଲଧିଆମାଲ ୩୪୯ ବେସରକାରୀ ବାହାଲ 0.୦୧୬୨	[765, 1930, 1492, 1946]
registration-color-dots	[1218, 2316, 1260, 2330]
land-para-1: ଜାତୀୟ ରାଜପଥ ଆଇନ୍ ୧୯୫୬ (ଧାରା ୪୮, ୧୯୫୬)ର ଧାରା-୩ (କ) ଉପଧାରା- (୩) (୧) ମୁତାବକ ଯେହେତୁ, ଭାରତ ସରକାର ସଡ଼କ, ପରିବହନ ଓ ରାଜମାର୍ଗ ମନ୍ତ୍ରଣାଳୟ ଦ୍ୱାରା ଜାତୀୟ ରାଜପଥ ନଂ.-୨୬ ଓଡ଼ିଶା ରାଜ୍ୟର କଳାହାଣ୍ଡି ଜିଲ୍ଲା ଅନ୍ତର୍ଗତ ୧୮୧/୦୦୦ କି.ମି.ଠାରୁ ୨୩୯/୨୮୦ କି.ମି. ଭବାନୀପାଟଣା-କୋକସରା ପର୍ଯ୍ୟନ୍ତ ଚୌଡ଼ାକରଣ, ୪ ଗଳି ନିର୍ମାଣ, ବକ୍ରପଥ ସୁଧାରଣ) ଇତ୍ୟାଦି ନିମନ୍ତେ କେନ୍ଦ୍ର ସରକାରଙ୍କ ବ୍ୟୟରେ ନିମ୍ନ ତଫସିଲଭୁକ୍ତ ଜମିକୁ ସାର୍ବଜନୀନ ଉଦ୍ଦେଶ୍ୟରେ ଅଧିଗ୍ରହଣ କରିବା ଆବଶ୍ୟକ ହେଉଅଛି। ଯେହେତୁ ଜାତୀୟ ରାଜପଥ ଆଇନ୍ ୧୯୫୬ (୧୯୫୬ର ୪୮ ନଂ. ଆଇନ୍)ର ଧାରା-୩ (କ)ର ଉପଧାରା ଅନୁଯାୟୀ କେନ୍ଦ୍ର ସରକାର ତାଙ୍କ ଅଧିସୂଚନା ନଂ.୧୪୦୪, ତା୨୭।୦୪।୨୦୧୭ ରାଜପତ୍ର ଦ୍ୱାରା ପ୍ରୋକ୍ତ ଉଦ୍ଦେଶ୍ୟରେ ପ୍ରକାଶ କରିଅଛନ୍ତି। ଏତଦ୍ୱାରା ତଫସିଲଭୁକ୍ତ ଜମିର ସ୍ୱତ୍ୱବାନ ବ୍ୟକ୍ତି, ଭୂମି ମାଲିକ ସାର୍ଥ ଥିବା ବ୍ୟକ୍ତିମାନଙ୍କୁ ଜଣାଇ ଦିଆଯାଉଛି ଯେ, ଏହି ଅଧିସୂଚନା ପ୍ରକାଶିତ ହେବାର ୨୧ (ଏକୋଇଶ) ଦିନ ମଧ୍ୟରେ ଉପରୋକ୍ତ ଉଦ୍ଦେଶ୍ୟରେ ବ୍ୟବହାର ନିମନ୍ତେ ଯଦି କୌଣସି ଆପତ୍ତି ଥାଏ, ତା’ହେଲେ ସେ ନିଜେ କିମ୍ବା ତାଙ୍କ ଦ୍ୱାରା ବିଧିପୂର୍ବକ କ୍ଷମତାପନ୍ନ ବ୍ୟକ୍ତିଙ୍କ ଦ୍ୱାରା କାରଣ ସହ ଲିଖିତ ଭାବେ ଭୂଅର୍ଜନ ଅଧିକାରୀ କଳାହାଣ୍ଡି ଏବଂ କ୍ଷମତାପନ୍ନ ପ୍ରାଧିକାରୀ, ଜାତୀୟ ରାଜପଥ ପ୍ରକଳ୍ପ ନଂ.-୨୬ଙ୍କ କାର୍ଯ୍ୟାଳୟ କେସିଙ୍ଗାଙ୍କ ଠିକଣାରେ ଉପରୋକ୍ତ ଆଇନ୍‌ର ଧାରା-୩ (ଗ)ର ଉପଧାରା (୧) ଅନୁସାରେ ଆପଣ ଦରଖାସ୍ତ ଦାଏର କରିପାରିବେ। ଏ ସମ୍ପର୍କରେ ଧାରା-୩ (ଗ)ର ଉପଧାରା (୨) ଅନୁଯାୟୀ କ୍ଷମତାପନ୍ନ ପ୍ରାଧିକାରୀଙ୍କ ଆଦେଶ ଚୂଡ଼ାନ୍ତ ବିବେଚିତ ହେବ।	[12, 898, 742, 1023]
table-row: ୨ କଳାହାଣ୍ଡି କୋକସରା ମୋଟେର ୧୪୮୨ ବେସରକାରୀ ଘର 0.୦୨୦୨	[13, 1193, 742, 1209]
table-row: ୧୦୭ କଳାହାଣ୍ଡି କୋକସରା ଚିଲଗୁଡ଼ା ୨୪୩ ବେସରକାରୀ ବାହାଲ 0.୫୬୭୦	[765, 1536, 1492, 1552]
rayagada-item: 3. Cost of document including 5% VAT :- Rs. 10,500/-.	[13, 403, 261, 415]
table-row: ୧୩୨ କଳାହାଣ୍ଡି ଜୁନାଗଡ଼ ବଲଧିଆମାଲ ୩୫୨ ବେସରକାରୀ ବାହାଲ 0.୦୨୦୨	[765, 1946, 1492, 1962]
table-row: ୧୨୯ କଳାହାଣ୍ଡି ଜୁନାଗଡ଼ ବଲଧିଆମାଲ ୪୯୩ ବେସରକାରୀ ବାହାଲ 0.୩୫୬୪	[765, 1897, 1492, 1913]
table-row: ୨୩ କଳାହାଣ୍ଡି କୋକସରା ଡଙ୍ଗରୀଗୁଡ଼ା ୧୨୩୫ ବେସରକାରୀ ବେରନା 0.୧୪୫୮	[13, 1538, 742, 1554]
rayagada-item: 2. Estimated Cost :- Rs 59,67,809/-.	[13, 389, 181, 401]
table-row: ୧୪ କଳାହାଣ୍ଡି କୋକସରା ଡଙ୍ଗରୀଗୁଡ଼ା ୧୨୨୮ ବେସରକାରୀ ବେରନା 0.୨୧୦୬	[13, 1390, 742, 1406]
table-row: ୧୦୧ କଳାହାଣ୍ଡି କୋକସରା ଚିଲଗୁଡ଼ା ୪୧୪ ବେସରକାରୀ ଘର 0.୦୨୪୩	[765, 1438, 1492, 1454]
table-row: ୨୬ କଳାହାଣ୍ଡି କୋକସରା ଡଙ୍ଗରୀଗୁଡ଼ା ୧୨୩୯ ବେସରକାରୀ ବାହାଲ 0.୨୪୩୦	[13, 1587, 742, 1603]
gunupur-item: 01. Tender opening on 04.07.2017 at 10.00 AM.	[766, 150, 971, 162]
registration-gray-mark	[1000, 2316, 1016, 2332]
land-acquisition-table-continued	[758, 742, 1498, 2290]
table-row: ୧୪୭ କଳାହାଣ୍ଡି ଜୁନାଗଡ଼ ବଲଧିଆମାଲ ୧୦୭ ସରକାରୀ ଗୋଚର 0.୦୨୪୩	[765, 2192, 1492, 2208]
table-row: ୮୪ କଳାହାଣ୍ଡି କୋକସରା କାଦୋପଦର ୮୧/୧୦୫୪ ବେସରକାରୀ କଛାର 0.୦୩୬୪	[765, 1159, 1492, 1175]
table-row: ୨୦ କଳାହାଣ୍ଡି କୋକସରା ଡଙ୍ଗରୀଗୁଡ଼ା ୧୫୫୬ ବେସରକାରୀ ବେରନା 0.୦୩୨୪	[13, 1488, 742, 1504]
table-row: ୨୯ କଳାହାଣ୍ଡି କୋକସରା ଡଙ୍ଗରୀଗୁଡ଼ା ୧୫୪୬ ବେସରକାରୀ ସଡ଼କ 0.୦୮୯୧	[13, 1636, 742, 1652]
table-row: ୩୦ କଳାହାଣ୍ଡି କୋକସରା ଡଙ୍ଗରୀଗୁଡ଼ା ୧୫୪୭ ବେସରକାରୀ ପତିତ ପକ୍କା ସଡ଼କ 0.୧୪୧୭	[13, 1652, 742, 1668]
col-header-area: ଅଧିଗ୍ରହଣ (ହେକ୍ଟରରେ)	[591, 1131, 742, 1161]
gunupur-items	[766, 151, 1118, 221]
table-row: ୧୦୦ କଳାହାଣ୍ଡି କୋକସରା ଚିଲଗୁଡ଼ା ୪୧୨ ବେସରକାରୀ ଘର 0.୦୧୬୨	[765, 1422, 1492, 1438]
table-row: ୫୦ କଳାହାଣ୍ଡି କୋକସରା କଛାରପଦର ୧୫୭ ବେସରକାରୀ ଆଟ 0.୦୭୦୬	[13, 1980, 742, 1996]
table-row: ୯୯ କଳାହାଣ୍ଡି କୋକସରା ଚିଲଗୁଡ଼ା ୪୧୧ ବେସରକାରୀ ଘର 0.୦୨୮୩	[765, 1405, 1492, 1421]
col-header-district: ଜିଲ୍ଲା	[790, 753, 850, 783]
sambalpur-qid: QUOTATION IDENTIFICATION No. EE / R&B / SBP / 14/ 2017-18	[788, 368, 1096, 381]
table-row: ୧୪୧ କଳାହାଣ୍ଡି ଜୁନାଗଡ଼ ବଲଧିଆମାଲ ୯୭/୧୪୧୫ ବେସରକାରୀ ବାହାଲ 0.୦୧୬୨	[765, 2094, 1492, 2110]
table-row: ୪୨ କଳାହାଣ୍ଡି କୋକସରା କଛାରପଦର ୧୪୮ ବେସରକାରୀ ମାଲ 0.୨୬୩୨	[13, 1849, 742, 1865]
table-row: ୮୫ କଳାହାଣ୍ଡି କୋକସରା କାଦୋପଦର ୮୫/୧୦୫୫ ବେସରକାରୀ କଛାର 0.୦୨୦୨	[765, 1176, 1492, 1192]
sambalpur-item: 4. Class of Contractor : Reputed firms/ registered contractors/ reputed sculptors for supply of the following materials.	[767, 523, 1085, 549]
table-row: ୧୦୯ କଳାହାଣ୍ଡି କୋକସରା ଚିଲଗୁଡ଼ା ୪୦୩ ବେସରକାରୀ ବାରି 0.୦୬୮୮	[765, 1569, 1492, 1585]
table-row: ୭୭ କଳାହାଣ୍ଡି କୋକସରା କାଦୋପଦର ୮୪ ବେସରକାରୀ ସଡ଼କ 0.୦୩୬୪	[765, 1045, 1492, 1061]
sambalpur-item: 6. Date of Opening of Tender: 12.07.2017 at 11:30 Hrs.	[767, 578, 1020, 590]
jeypore-sig-2: Jeypore (R&B) Circle, Jeypore	[1332, 668, 1491, 680]
sambalpur-item: 3. Tender Cost : Rs.6,300/-(Rs.6,000/- +VAT 5%)	[767, 510, 992, 522]
jeypore-title-2: JEYPORE (R&B) CIRCLE, JEYPORE	[1158, 403, 1478, 424]
animal-notice-no: No.18-M:	[383, 387, 421, 397]
table-row: ୨୧ କଳାହାଣ୍ଡି କୋକସରା ଡଙ୍ଗରୀଗୁଡ଼ା ୧୫୫୭ ବେସରକାରୀ ବେରନା 0.୦୧୬୨	[13, 1505, 742, 1521]
table-row: ୧୩୮ କଳାହାଣ୍ଡି ଜୁନାଗଡ଼ ବଲଧିଆମାଲ ୧୧୨ ବେସରକାରୀ ବାହାଲ 0.୦୪୦୫	[765, 2045, 1492, 2061]
ripaes-location: ODISHA, BHUBANESWAR	[1244, 70, 1388, 83]
magenta-dot	[279, 2316, 288, 2330]
ripaes-address: A/ 65, Nayapalli, Bhubaneswar-751 012	[1210, 84, 1422, 97]
jeypore-row: 3. Estimated cost Rs. 280.31 Lakhs	[1146, 502, 1491, 517]
sambalpur-title-2: SAMBALPUR (R&B) DIVISION No.1: SAMBALPUR	[775, 318, 1109, 335]
col-header-village: ଗ୍ରାମ / ମୌଜା	[208, 1131, 308, 1161]
jeypore-code: 34108/11/0004/1718	[1145, 669, 1227, 679]
table-row: ୮୩ କଳାହାଣ୍ଡି କୋକସରା କାଦୋପଦର ୧୦୫୩ ବେସରକାରୀ କଛାର 0.୦୪୦୫	[765, 1143, 1492, 1159]
sambalpur-sig-1: Executive Engineer	[994, 646, 1087, 658]
table-row: ୩୪ କଳାହାଣ୍ଡି କୋକସରା ଡଙ୍ଗରୀଗୁଡ଼ା ୧୫୫୧ ବେସରକାରୀ ପତିତ 0.୧୦୯୩	[13, 1718, 742, 1734]
col-header-area: ଅଧିଗ୍ରହଣ (ହେକ୍ଟରରେ)	[1183, 753, 1492, 783]
table-row: ୪ କଳାହାଣ୍ଡି କୋକସରା ମୋଟେର ୧୪୮୧/୨୯୭୫ ବେସରକାରୀ ଘର 0.୦୦୪୦	[13, 1226, 742, 1242]
